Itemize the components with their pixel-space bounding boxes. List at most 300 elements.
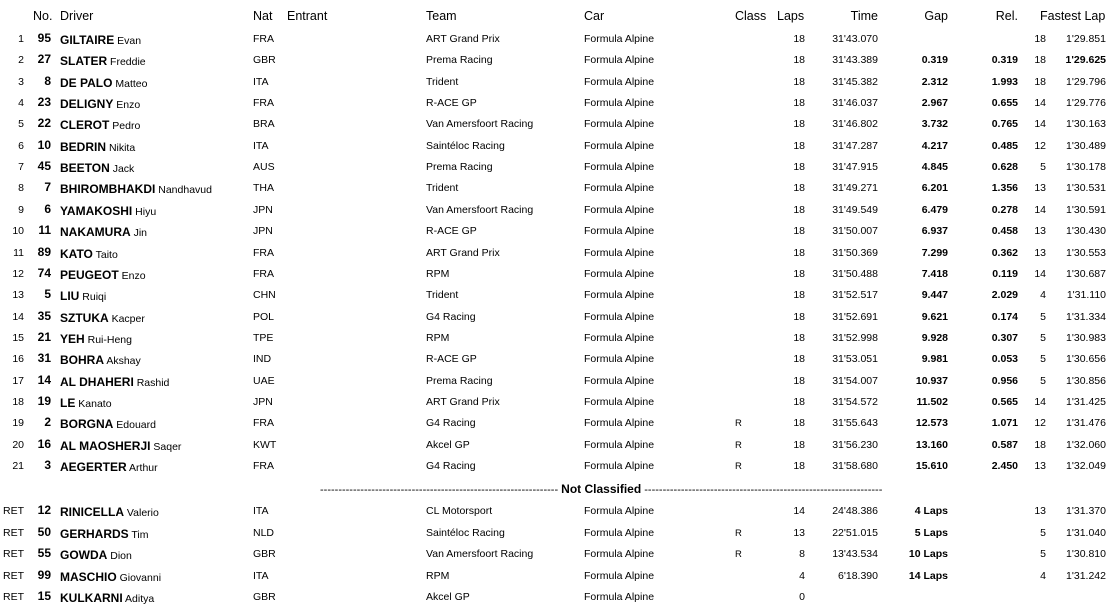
- driver-last-name: GERHARDS: [60, 526, 129, 541]
- car-number-cell: 95: [37, 31, 51, 45]
- header-team: Team: [426, 9, 457, 23]
- rel-cell: 0.362: [991, 246, 1018, 259]
- position-cell: RET: [3, 569, 24, 582]
- table-row: [0, 114, 1114, 135]
- fastest-lap-time-cell: 1'31.370: [1066, 505, 1106, 517]
- nationality-cell: ITA: [253, 139, 269, 152]
- team-cell: ART Grand Prix: [426, 395, 500, 408]
- car-cell: Formula Alpine: [584, 438, 655, 451]
- position-cell: 1: [18, 33, 24, 45]
- time-cell: 31'46.037: [832, 97, 878, 110]
- rel-cell: 0.485: [991, 139, 1018, 152]
- table-row: [0, 566, 1114, 587]
- fastest-lap-number-cell: 5: [1040, 548, 1046, 561]
- rel-cell: 1.071: [991, 417, 1018, 430]
- position-cell: 20: [12, 438, 24, 451]
- fastest-lap-number-cell: 5: [1040, 331, 1046, 344]
- car-cell: Formula Alpine: [584, 331, 655, 344]
- header-fastest-lap: Fastest Lap: [1040, 9, 1106, 23]
- car-cell: Formula Alpine: [584, 548, 655, 561]
- table-row: [0, 307, 1114, 328]
- driver-first-name: Jack: [112, 163, 135, 176]
- gap-cell: 5 Laps: [914, 526, 948, 539]
- fastest-lap-time-cell: 1'29.796: [1066, 75, 1106, 88]
- time-cell: 31'45.382: [832, 75, 878, 88]
- fastest-lap-number-cell: 5: [1040, 353, 1046, 366]
- header-gap: Gap: [924, 9, 948, 23]
- nationality-cell: NLD: [253, 526, 275, 539]
- driver-cell: [60, 353, 141, 367]
- car-number-cell: 3: [44, 458, 51, 472]
- rel-cell: 0.278: [991, 203, 1018, 216]
- car-cell: Formula Alpine: [584, 267, 655, 280]
- car-number-cell: 12: [37, 503, 51, 517]
- header-time: Time: [850, 9, 878, 23]
- driver-last-name: DE PALO: [60, 75, 113, 90]
- laps-cell: 14: [793, 505, 805, 517]
- header-class: Class: [735, 9, 767, 23]
- driver-cell: [60, 182, 212, 196]
- driver-cell: [60, 332, 132, 346]
- time-cell: 31'56.230: [832, 438, 878, 451]
- fastest-lap-time-cell: 1'30.430: [1066, 225, 1106, 238]
- rel-cell: 1.993: [991, 75, 1018, 88]
- fastest-lap-number-cell: 14: [1034, 267, 1046, 280]
- driver-cell: [60, 570, 161, 584]
- class-cell: R: [735, 418, 742, 430]
- nationality-cell: KWT: [253, 438, 277, 451]
- laps-cell: 4: [799, 569, 805, 582]
- nationality-cell: ITA: [253, 569, 269, 582]
- time-cell: 22'51.015: [832, 526, 878, 539]
- time-cell: 31'55.643: [832, 417, 878, 430]
- team-cell: R-ACE GP: [426, 353, 477, 366]
- rel-cell: 0.765: [991, 118, 1018, 131]
- laps-cell: 18: [793, 182, 805, 195]
- position-cell: 21: [12, 460, 24, 472]
- nationality-cell: FRA: [253, 460, 274, 472]
- nationality-cell: THA: [253, 182, 274, 195]
- nationality-cell: TPE: [253, 331, 274, 344]
- position-cell: 18: [12, 395, 24, 408]
- driver-first-name: Taito: [95, 248, 118, 261]
- laps-cell: 18: [793, 310, 805, 323]
- team-cell: RPM: [426, 331, 450, 344]
- fastest-lap-time-cell: 1'31.425: [1066, 395, 1106, 408]
- nationality-cell: GBR: [253, 548, 276, 561]
- time-cell: 6'18.390: [838, 569, 878, 582]
- fastest-lap-number-cell: 18: [1034, 33, 1046, 45]
- table-row: [0, 371, 1114, 392]
- team-cell: Trident: [426, 182, 459, 195]
- car-cell: Formula Alpine: [584, 569, 655, 582]
- driver-cell: [60, 76, 147, 90]
- driver-first-name: Evan: [117, 35, 142, 47]
- laps-cell: 18: [793, 374, 805, 387]
- table-row: [0, 243, 1114, 264]
- car-cell: Formula Alpine: [584, 505, 655, 517]
- fastest-lap-time-cell: 1'31.040: [1066, 526, 1106, 539]
- driver-first-name: Jin: [133, 227, 148, 240]
- nationality-cell: IND: [253, 353, 272, 366]
- nationality-cell: FRA: [253, 33, 274, 45]
- position-cell: RET: [3, 591, 24, 604]
- driver-last-name: BORGNA: [60, 417, 114, 432]
- car-cell: Formula Alpine: [584, 75, 655, 88]
- driver-cell: [60, 548, 132, 562]
- position-cell: 16: [12, 353, 24, 366]
- driver-last-name: LIU: [60, 289, 80, 304]
- fastest-lap-number-cell: 18: [1034, 75, 1046, 88]
- time-cell: 31'47.915: [832, 161, 878, 174]
- team-cell: Saintéloc Racing: [426, 526, 505, 539]
- gap-cell: 14 Laps: [908, 569, 948, 582]
- driver-cell: [60, 289, 106, 303]
- laps-cell: 18: [793, 139, 805, 152]
- team-cell: Van Amersfoort Racing: [426, 118, 534, 131]
- driver-first-name: Nandhavud: [158, 184, 212, 197]
- car-cell: Formula Alpine: [584, 289, 655, 302]
- fastest-lap-number-cell: 5: [1040, 374, 1046, 387]
- fastest-lap-time-cell: 1'30.591: [1066, 203, 1106, 216]
- nationality-cell: ITA: [253, 75, 269, 88]
- car-number-cell: 19: [37, 393, 51, 408]
- time-cell: 31'43.389: [832, 54, 878, 67]
- rel-cell: 0.174: [991, 310, 1018, 323]
- car-cell: Formula Alpine: [584, 161, 655, 174]
- car-number-cell: 21: [37, 329, 51, 344]
- fastest-lap-number-cell: 13: [1034, 182, 1046, 195]
- driver-cell: [60, 268, 146, 282]
- nationality-cell: JPN: [253, 395, 273, 408]
- laps-cell: 13: [793, 526, 805, 539]
- car-number-cell: 35: [37, 308, 51, 323]
- team-cell: ART Grand Prix: [426, 33, 500, 45]
- driver-last-name: RINICELLA: [60, 505, 124, 519]
- gap-cell: 4.845: [921, 161, 948, 174]
- team-cell: Akcel GP: [426, 591, 470, 604]
- position-cell: 11: [13, 246, 24, 259]
- driver-cell: [60, 118, 140, 132]
- driver-cell: [60, 33, 141, 47]
- rel-cell: 0.628: [991, 161, 1018, 174]
- driver-last-name: AL MAOSHERJI: [60, 438, 151, 453]
- gap-cell: 9.928: [921, 331, 948, 344]
- laps-cell: 18: [793, 460, 805, 472]
- driver-first-name: Rui-Heng: [87, 333, 132, 346]
- car-number-cell: 5: [44, 287, 51, 302]
- time-cell: 31'54.572: [832, 395, 878, 408]
- team-cell: R-ACE GP: [426, 225, 477, 238]
- team-cell: G4 Racing: [426, 460, 476, 472]
- car-cell: Formula Alpine: [584, 203, 655, 216]
- driver-first-name: Matteo: [115, 77, 148, 90]
- driver-first-name: Kacper: [111, 312, 145, 325]
- driver-first-name: Dion: [110, 550, 132, 563]
- car-number-cell: 74: [37, 265, 51, 280]
- position-cell: 19: [12, 417, 24, 430]
- car-cell: Formula Alpine: [584, 118, 655, 131]
- separator-dashes-right: -----------------------------------------------------------------: [644, 484, 883, 496]
- nationality-cell: BRA: [253, 118, 275, 131]
- time-cell: 31'54.007: [832, 374, 878, 387]
- team-cell: CL Motorsport: [426, 505, 493, 517]
- class-cell: R: [735, 527, 742, 539]
- driver-first-name: Akshay: [106, 355, 141, 368]
- fastest-lap-number-cell: 12: [1034, 139, 1046, 152]
- position-cell: 9: [18, 203, 24, 216]
- laps-cell: 18: [793, 246, 805, 259]
- driver-last-name: YAMAKOSHI: [60, 203, 133, 218]
- separator-dashes-left: -----------------------------------------------------------------: [320, 484, 559, 496]
- gap-cell: 10 Laps: [908, 548, 948, 561]
- fastest-lap-time-cell: 1'31.242: [1066, 569, 1106, 582]
- table-row: [0, 136, 1114, 157]
- fastest-lap-time-cell: 1'30.810: [1066, 548, 1106, 561]
- time-cell: 31'49.549: [832, 203, 878, 216]
- car-cell: Formula Alpine: [584, 310, 655, 323]
- nationality-cell: FRA: [253, 417, 274, 430]
- driver-cell: [60, 460, 158, 474]
- driver-last-name: YEH: [60, 331, 85, 346]
- gap-cell: 15.610: [915, 460, 948, 472]
- fastest-lap-number-cell: 14: [1034, 203, 1046, 216]
- fastest-lap-number-cell: 14: [1034, 395, 1046, 408]
- fastest-lap-number-cell: 14: [1034, 118, 1046, 131]
- time-cell: 24'48.386: [832, 505, 878, 517]
- car-cell: Formula Alpine: [584, 33, 655, 45]
- laps-cell: 18: [793, 203, 805, 216]
- gap-cell: 6.479: [921, 203, 948, 216]
- fastest-lap-time-cell: 1'30.687: [1066, 267, 1106, 280]
- car-number-cell: 99: [37, 567, 51, 582]
- table-row: [0, 264, 1114, 285]
- table-row: [0, 29, 1114, 50]
- driver-last-name: BEDRIN: [60, 139, 107, 154]
- driver-first-name: Edouard: [116, 419, 156, 432]
- laps-cell: 18: [793, 417, 805, 430]
- car-number-cell: 14: [37, 372, 51, 387]
- car-number-cell: 11: [38, 223, 51, 238]
- car-number-cell: 15: [37, 589, 51, 604]
- fastest-lap-time-cell: 1'30.856: [1066, 374, 1106, 387]
- team-cell: G4 Racing: [426, 417, 476, 430]
- header-car: Car: [584, 9, 605, 23]
- driver-first-name: Pedro: [112, 120, 141, 133]
- car-number-cell: 2: [44, 415, 51, 430]
- table-row: [0, 456, 1114, 477]
- fastest-lap-time-cell: 1'32.060: [1066, 438, 1106, 451]
- rel-cell: 2.450: [991, 460, 1018, 472]
- team-cell: G4 Racing: [426, 310, 476, 323]
- car-number-cell: 6: [44, 201, 51, 216]
- driver-first-name: Hiyu: [135, 205, 157, 218]
- gap-cell: 7.299: [921, 246, 948, 259]
- driver-last-name: BOHRA: [60, 353, 104, 368]
- driver-last-name: GOWDA: [60, 548, 108, 563]
- table-row: [0, 93, 1114, 114]
- table-row: [0, 221, 1114, 242]
- driver-cell: [60, 225, 147, 239]
- position-cell: 12: [12, 267, 24, 280]
- header-nat: Nat: [253, 9, 273, 23]
- laps-cell: 8: [799, 548, 805, 561]
- driver-last-name: AL DHAHERI: [60, 374, 134, 389]
- fastest-lap-time-cell: 1'30.178: [1066, 161, 1106, 174]
- car-number-cell: 7: [44, 180, 51, 195]
- gap-cell: 2.967: [921, 97, 948, 110]
- table-row: [0, 72, 1114, 93]
- team-cell: Trident: [426, 75, 459, 88]
- rel-cell: 0.119: [992, 267, 1018, 280]
- fastest-lap-time-cell: 1'30.489: [1066, 139, 1106, 152]
- table-row: [0, 392, 1114, 413]
- position-cell: 8: [18, 182, 24, 195]
- driver-last-name: NAKAMURA: [60, 225, 131, 240]
- position-cell: RET: [3, 505, 24, 517]
- laps-cell: 18: [793, 225, 805, 238]
- driver-first-name: Saqer: [153, 440, 182, 453]
- table-row: [0, 501, 1114, 522]
- time-cell: 31'47.287: [832, 139, 878, 152]
- gap-cell: 9.447: [921, 289, 948, 302]
- car-cell: Formula Alpine: [584, 417, 655, 430]
- fastest-lap-number-cell: 13: [1034, 460, 1046, 472]
- fastest-lap-number-cell: 18: [1034, 438, 1046, 451]
- table-row: [0, 523, 1114, 544]
- time-cell: 31'50.488: [832, 267, 878, 280]
- driver-first-name: Enzo: [116, 99, 141, 112]
- nationality-cell: POL: [253, 310, 275, 323]
- driver-first-name: Freddie: [110, 56, 146, 69]
- position-cell: 4: [18, 97, 24, 110]
- nationality-cell: JPN: [253, 203, 273, 216]
- driver-first-name: Aditya: [125, 593, 155, 606]
- fastest-lap-number-cell: 13: [1034, 246, 1046, 259]
- team-cell: Akcel GP: [426, 438, 470, 451]
- rel-cell: 0.307: [991, 331, 1018, 344]
- class-cell: R: [735, 439, 742, 451]
- header-laps: Laps: [777, 9, 805, 23]
- time-cell: 13'43.534: [832, 548, 878, 561]
- gap-cell: 4.217: [921, 139, 948, 152]
- nationality-cell: ITA: [253, 505, 269, 517]
- laps-cell: 18: [793, 289, 805, 302]
- driver-first-name: Tim: [131, 528, 149, 541]
- driver-last-name: AEGERTER: [60, 460, 127, 474]
- driver-first-name: Nikita: [108, 141, 136, 154]
- fastest-lap-time-cell: 1'30.163: [1066, 118, 1106, 131]
- time-cell: 31'52.998: [832, 331, 878, 344]
- car-cell: Formula Alpine: [584, 353, 655, 366]
- gap-cell: 10.937: [915, 374, 948, 387]
- fastest-lap-number-cell: 5: [1040, 526, 1046, 539]
- team-cell: Prema Racing: [426, 54, 493, 67]
- driver-cell: [60, 161, 134, 175]
- gap-cell: 6.937: [921, 225, 948, 238]
- position-cell: 13: [12, 289, 24, 302]
- position-cell: 6: [18, 139, 24, 152]
- driver-last-name: KULKARNI: [60, 591, 123, 606]
- time-cell: 31'49.271: [832, 182, 878, 195]
- time-cell: 31'53.051: [832, 353, 878, 366]
- gap-cell: 9.981: [921, 353, 948, 366]
- car-cell: Formula Alpine: [584, 374, 655, 387]
- driver-cell: [60, 591, 154, 605]
- car-number-cell: 50: [37, 524, 51, 539]
- car-cell: Formula Alpine: [584, 54, 655, 67]
- nationality-cell: GBR: [253, 54, 276, 67]
- driver-first-name: Enzo: [121, 269, 146, 282]
- header-rel: Rel.: [995, 9, 1018, 23]
- fastest-lap-number-cell: 5: [1040, 310, 1046, 323]
- team-cell: RPM: [426, 267, 450, 280]
- driver-first-name: Ruiqi: [82, 291, 107, 304]
- fastest-lap-number-cell: 12: [1034, 417, 1046, 430]
- table-row: [0, 200, 1114, 221]
- laps-cell: 18: [793, 75, 805, 88]
- driver-last-name: MASCHIO: [60, 569, 117, 584]
- table-row: [0, 544, 1114, 565]
- class-cell: R: [735, 549, 742, 561]
- nationality-cell: JPN: [253, 225, 273, 238]
- table-row: [0, 157, 1114, 178]
- driver-last-name: SZTUKA: [60, 310, 109, 325]
- gap-cell: 13.160: [915, 438, 948, 451]
- position-cell: 3: [18, 75, 24, 88]
- header-no: No.: [33, 9, 53, 23]
- table-row: [0, 587, 1114, 608]
- gap-cell: 6.201: [921, 182, 948, 195]
- gap-cell: 7.418: [921, 267, 948, 280]
- fastest-lap-number-cell: 4: [1040, 289, 1046, 302]
- separator-label: Not Classified: [561, 482, 642, 496]
- car-number-cell: 22: [37, 116, 51, 131]
- not-classified-separator: [0, 479, 1114, 499]
- time-cell: 31'43.070: [832, 33, 878, 45]
- laps-cell: 18: [793, 97, 805, 110]
- table-row: [0, 285, 1114, 306]
- team-cell: Trident: [426, 289, 459, 302]
- table-row: [0, 435, 1114, 456]
- position-cell: 15: [12, 331, 24, 344]
- driver-first-name: Valerio: [126, 507, 159, 519]
- class-cell: R: [735, 461, 742, 472]
- laps-cell: 18: [793, 395, 805, 408]
- laps-cell: 18: [793, 118, 805, 131]
- header-driver: Driver: [60, 9, 94, 23]
- driver-cell: [60, 527, 149, 541]
- header-entrant: Entrant: [287, 9, 328, 23]
- time-cell: 31'50.369: [832, 246, 878, 259]
- driver-last-name: LE: [60, 395, 76, 410]
- nationality-cell: AUS: [253, 161, 275, 174]
- driver-cell: [60, 204, 156, 218]
- laps-cell: 18: [793, 54, 805, 67]
- driver-first-name: Kanato: [78, 397, 112, 410]
- driver-last-name: SLATER: [60, 54, 108, 69]
- car-number-cell: 55: [37, 546, 51, 561]
- driver-first-name: Rashid: [136, 376, 170, 389]
- team-cell: RPM: [426, 569, 450, 582]
- table-row: [0, 413, 1114, 434]
- fastest-lap-time-cell: 1'32.049: [1066, 460, 1106, 472]
- fastest-lap-time-cell: 1'30.531: [1066, 182, 1106, 195]
- time-cell: 31'52.691: [832, 310, 878, 323]
- car-number-cell: 10: [37, 137, 51, 152]
- laps-cell: 18: [793, 267, 805, 280]
- driver-first-name: Arthur: [129, 462, 158, 474]
